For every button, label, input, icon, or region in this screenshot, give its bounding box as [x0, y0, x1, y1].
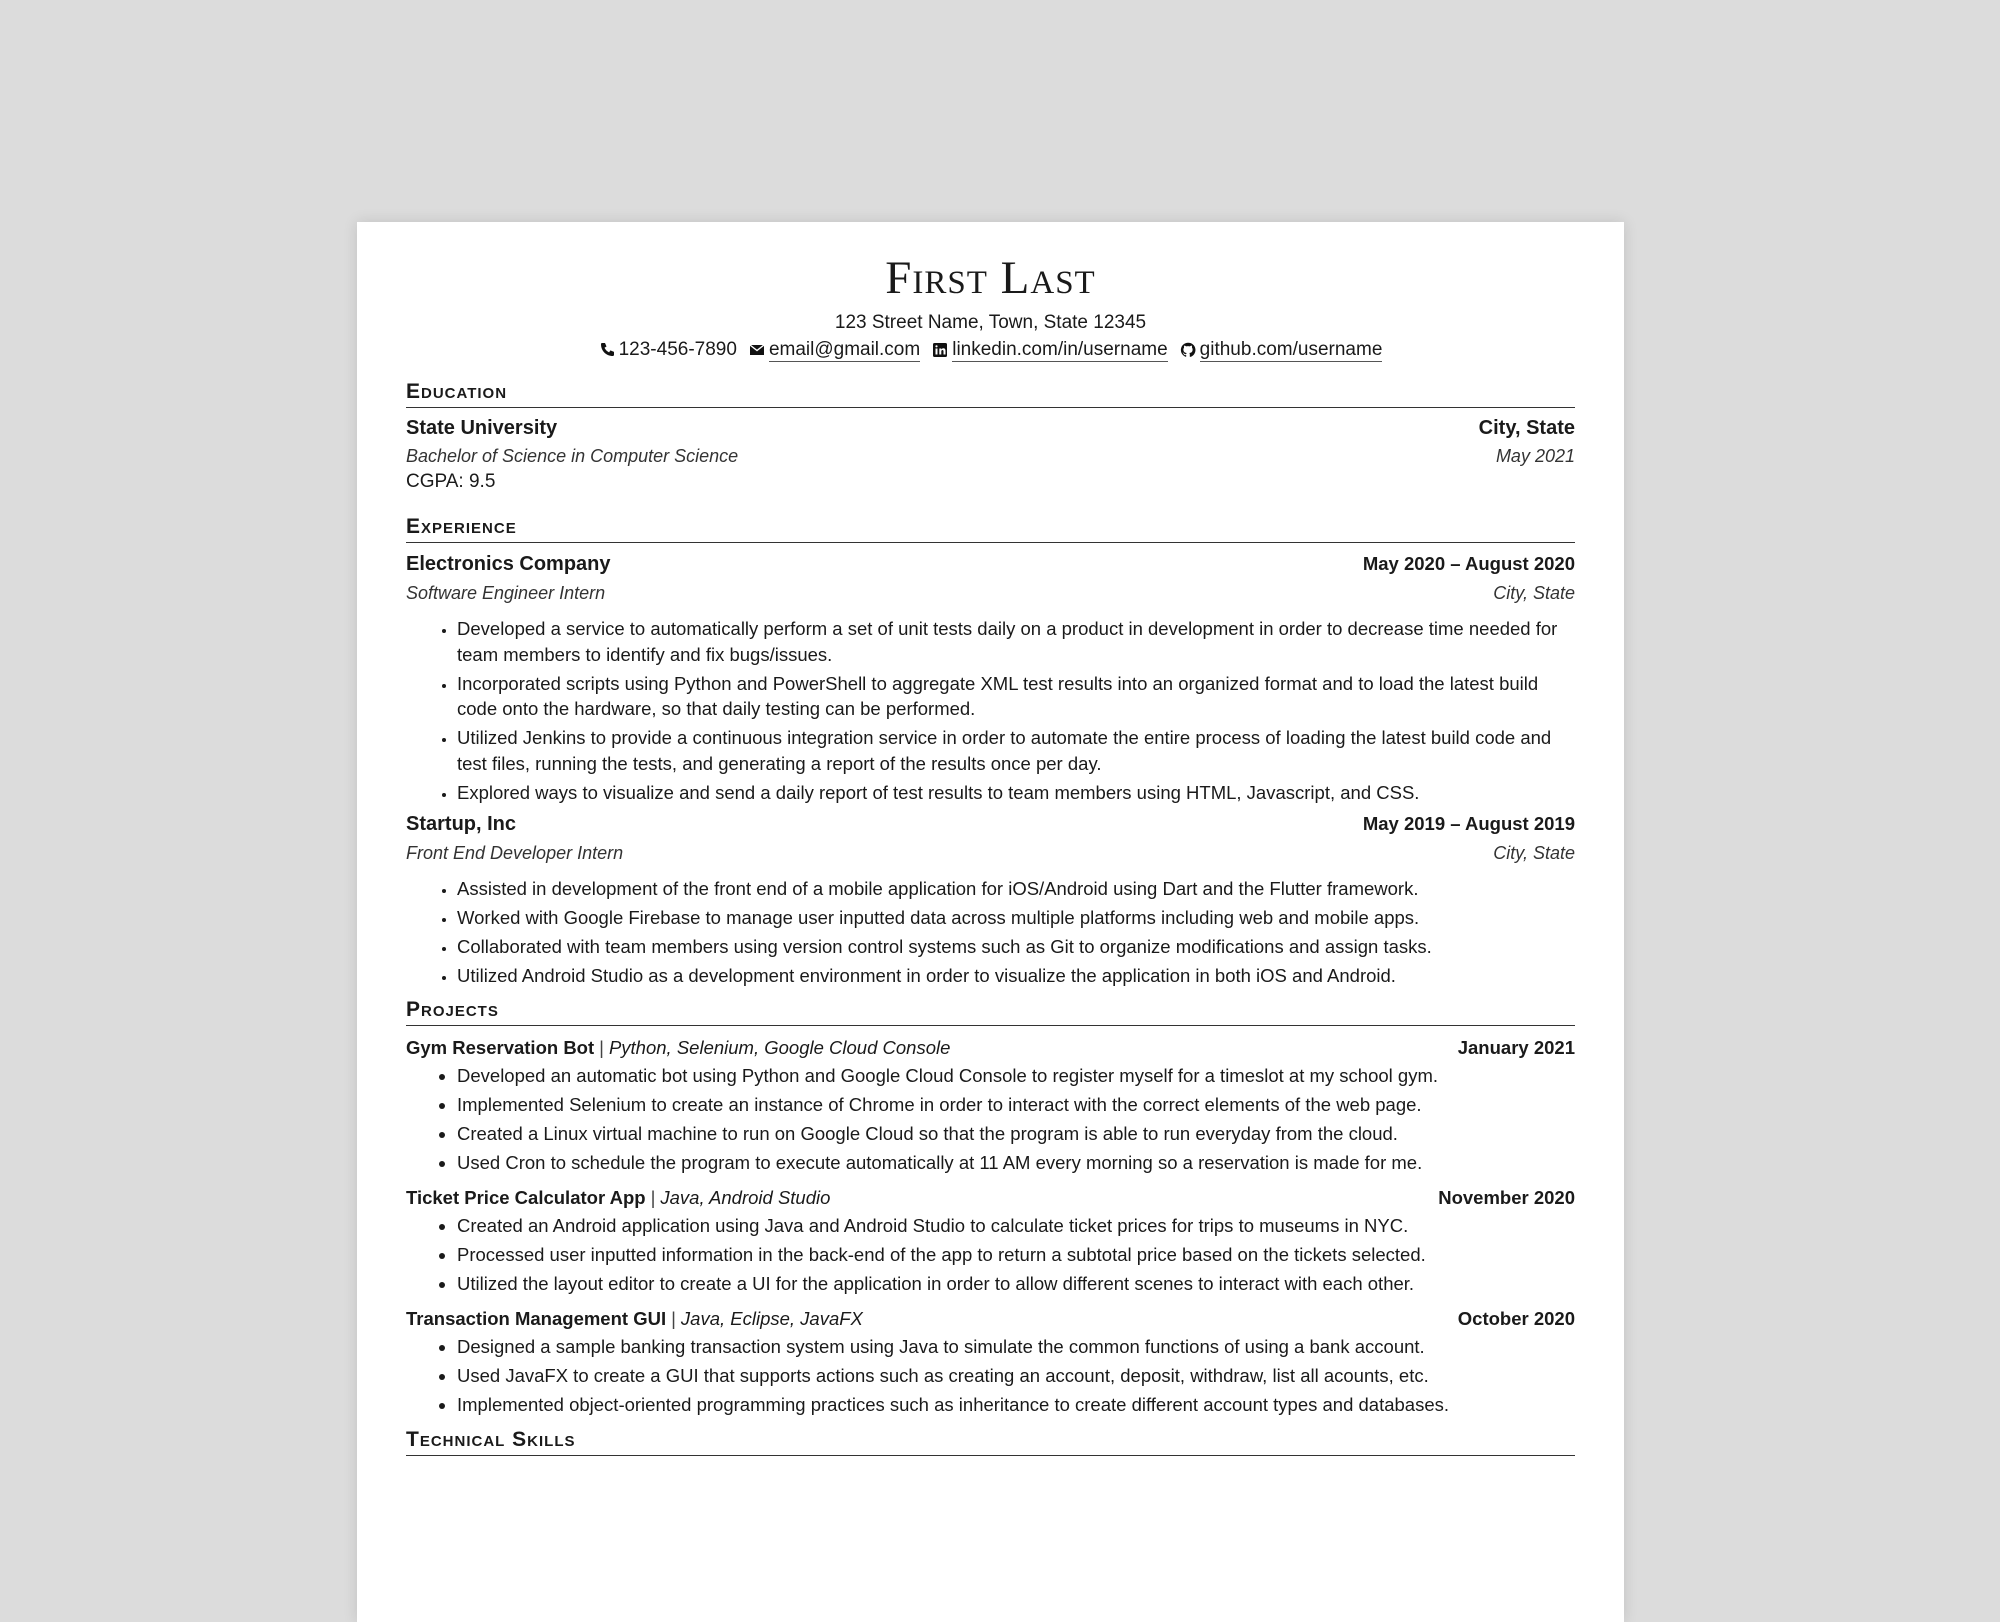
list-item: • Assisted in development of the front end of a mobile application for iOS/Android using Dart and the Flutter framework. — [457, 876, 1575, 902]
list-item: • Utilized Jenkins to provide a continuous integration service in order to automate the entire process of loading the latest build code and test files, running the tests, and generating a report of the results once per day. — [457, 725, 1575, 776]
project-tech: Java, Eclipse, JavaFX — [680, 1308, 863, 1329]
list-item: • Implemented object-oriented programming practices such as inheritance to create different account types and databases. — [457, 1392, 1575, 1418]
list-item: • Utilized Android Studio as a development environment in order to visualize the application in both iOS and Android. — [457, 963, 1575, 989]
github-link[interactable]: github.com/username — [1199, 338, 1383, 360]
project-name: Ticket Price Calculator App — [406, 1187, 646, 1208]
linkedin-icon — [932, 342, 948, 358]
section-title-experience: Experience — [406, 513, 1575, 543]
github-contact[interactable] — [1180, 339, 1383, 362]
email-contact[interactable] — [749, 339, 920, 362]
job-bullets — [406, 876, 1575, 989]
education-entry — [406, 414, 1575, 443]
list-item: • Designed a sample banking transaction system using Java to simulate the common functions of using a bank account. — [457, 1334, 1575, 1360]
list-item: • Developed an automatic bot using Python and Google Cloud Console to register myself for a timeslot at my school gym. — [457, 1063, 1575, 1089]
project-header: Ticket Price Calculator App | Java, Android Studio November 2020 — [406, 1184, 1575, 1212]
project-bullets — [406, 1063, 1575, 1176]
envelope-icon — [749, 342, 765, 358]
job-dates: May 2019 – August 2019 — [1362, 812, 1575, 834]
project-name: Transaction Management GUI — [406, 1308, 667, 1329]
project-tech: Java, Android Studio — [660, 1187, 831, 1208]
list-item: • Collaborated with team members using version control systems such as Git to organize modifications and assign tasks. — [457, 934, 1575, 960]
school-name: State University — [406, 417, 558, 439]
job-header — [406, 549, 1575, 579]
list-item: • Used JavaFX to create a GUI that supports actions such as creating an account, deposit, withdraw, list all acounts, etc. — [457, 1363, 1575, 1389]
school-location: City, State — [1478, 417, 1575, 439]
resume-page — [357, 222, 1624, 1622]
list-item: • Used Cron to schedule the program to execute automatically at 11 AM every morning so a reservation is made for me. — [457, 1150, 1575, 1176]
phone-text: 123-456-7890 — [618, 339, 737, 360]
job-role: Front End Developer Intern — [406, 842, 624, 863]
job-location: City, State — [1493, 583, 1575, 603]
job-location: City, State — [1493, 842, 1575, 863]
linkedin-link[interactable]: linkedin.com/in/username — [952, 338, 1168, 360]
company-name: Startup, Inc — [406, 812, 517, 835]
gpa: CGPA: 9.5 — [406, 471, 496, 492]
job-dates: May 2020 – August 2020 — [1362, 553, 1575, 574]
project-header: Gym Reservation Bot | Python, Selenium, Google Cloud Console January 2021 — [406, 1034, 1575, 1062]
project-date: November 2020 — [1438, 1187, 1575, 1208]
list-item: • Utilized the layout editor to create a UI for the application in order to allow different scenes to interact with each other. — [457, 1271, 1575, 1297]
job-role-row — [406, 839, 1575, 868]
contact-line — [406, 336, 1575, 364]
linkedin-contact[interactable] — [932, 339, 1167, 362]
company-name: Electronics Company — [406, 553, 611, 575]
project-date: October 2020 — [1457, 1308, 1575, 1329]
candidate-name: First Last — [885, 252, 1096, 304]
list-item: • Implemented Selenium to create an instance of Chrome in order to interact with the correct elements of the web page. — [457, 1092, 1575, 1118]
list-item: • Explored ways to visualize and send a daily report of test results to team members using HTML, Javascript, and CSS. — [457, 780, 1575, 806]
resume-header — [406, 250, 1575, 364]
address: 123 Street Name, Town, State 12345 — [834, 312, 1147, 333]
list-item: • Created a Linux virtual machine to run on Google Cloud so that the program is able to run everyday from the cloud. — [457, 1121, 1575, 1147]
education-degree-row — [406, 443, 1575, 469]
list-item: • Processed user inputted information in the back-end of the app to return a subtotal price based on the tickets selected. — [457, 1242, 1575, 1268]
project-tech: Python, Selenium, Google Cloud Console — [608, 1037, 951, 1058]
section-title-education: Education — [406, 378, 1575, 408]
job-role: Software Engineer Intern — [406, 583, 606, 603]
project-bullets — [406, 1334, 1575, 1418]
section-title-skills: Technical Skills — [406, 1426, 1575, 1456]
email-link[interactable]: email@gmail.com — [768, 338, 921, 360]
list-item: • Developed a service to automatically perform a set of unit tests daily on a product in development in order to decrease time needed for team members to identify and fix bugs/issues. — [457, 616, 1575, 667]
project-header: Transaction Management GUI | Java, Eclipse, JavaFX October 2020 — [406, 1305, 1575, 1333]
phone-contact — [599, 336, 737, 364]
list-item: • Incorporated scripts using Python and PowerShell to aggregate XML test results into an organized format and to load the latest build code onto the hardware, so that daily testing can be performed. — [457, 671, 1575, 722]
job-header — [406, 809, 1575, 839]
list-item: • Created an Android application using Java and Android Studio to calculate ticket prices for trips to museums in NYC. — [457, 1213, 1575, 1239]
degree: Bachelor of Science in Computer Science — [406, 446, 739, 466]
project-bullets — [406, 1213, 1575, 1297]
project-name: Gym Reservation Bot — [406, 1037, 595, 1058]
graduation-date: May 2021 — [1495, 446, 1575, 466]
job-bullets — [406, 616, 1575, 805]
phone-icon — [599, 342, 615, 358]
section-title-projects: Projects — [406, 996, 1575, 1026]
job-role-row — [406, 579, 1575, 608]
project-date: January 2021 — [1457, 1037, 1575, 1058]
github-icon — [1180, 342, 1196, 358]
list-item: • Worked with Google Firebase to manage user inputted data across multiple platforms including web and mobile apps. — [457, 905, 1575, 931]
